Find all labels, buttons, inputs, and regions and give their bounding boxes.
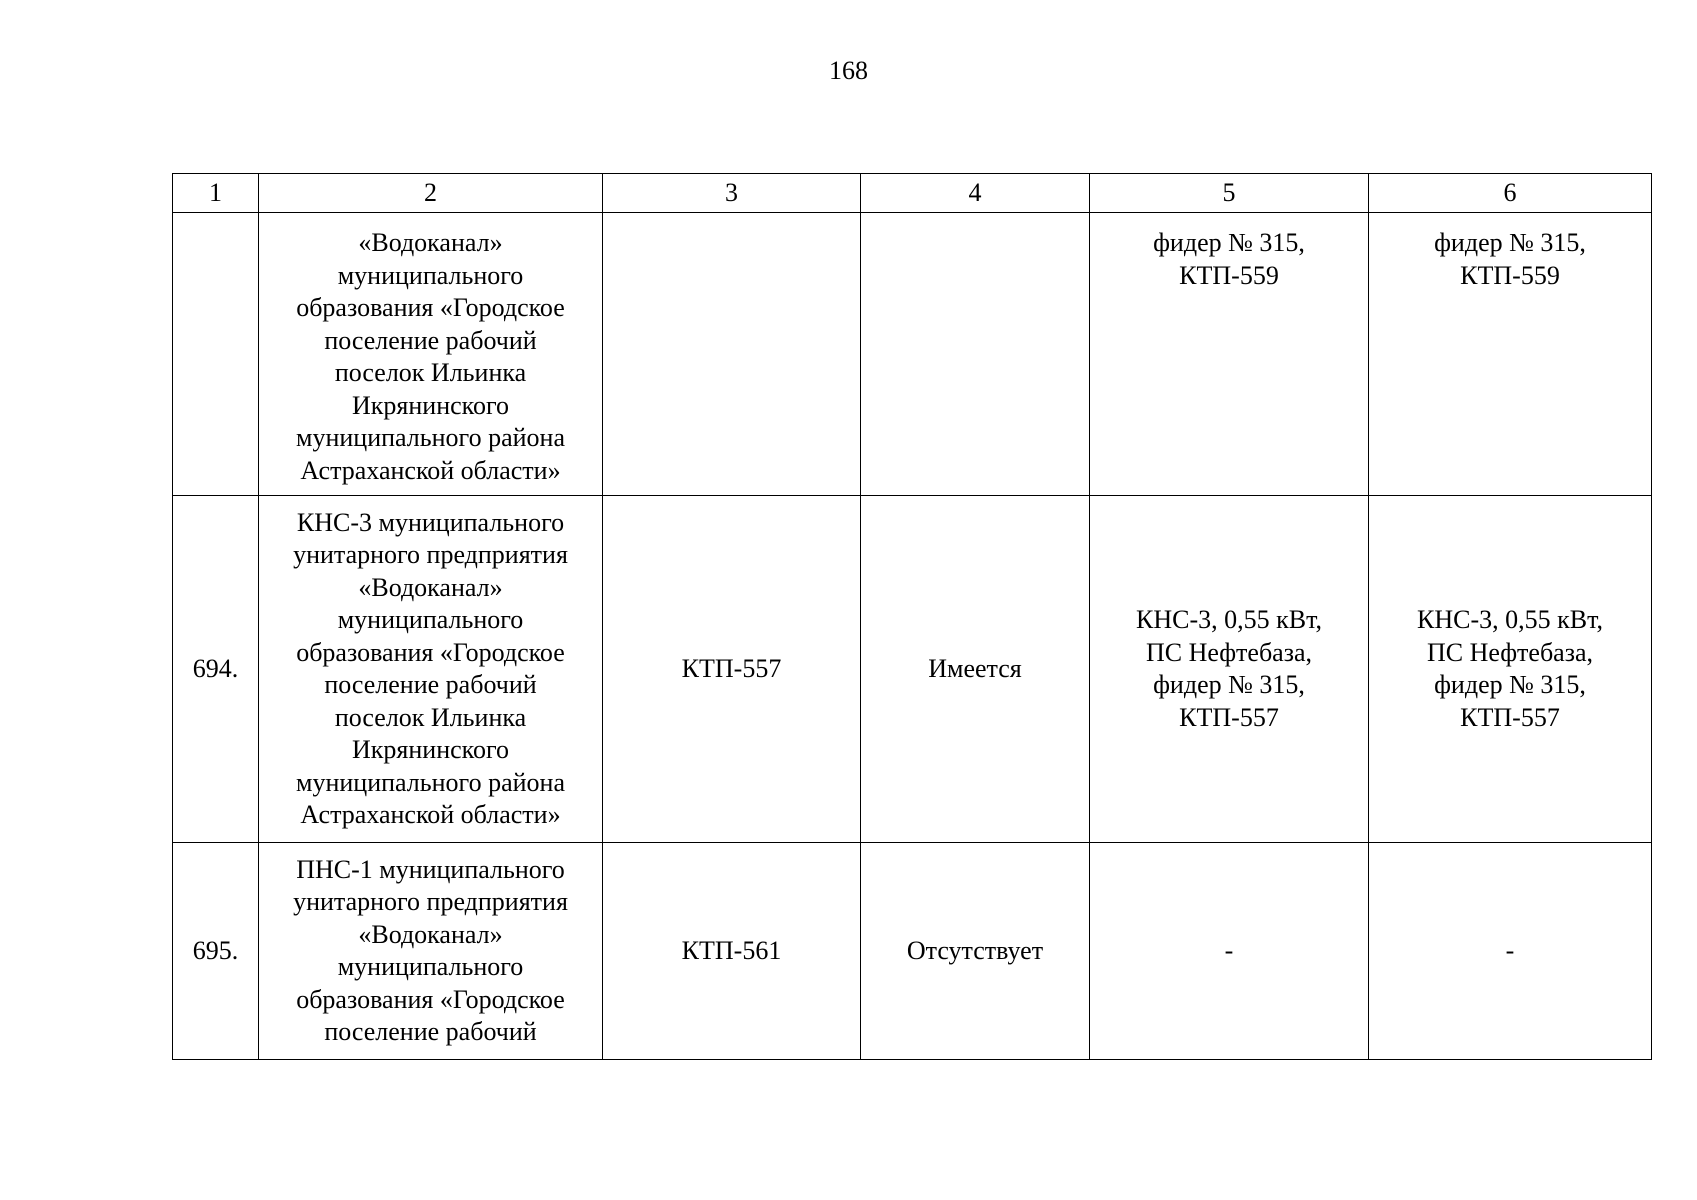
row-number-cell	[173, 213, 259, 496]
object-name-cell: КНС-3 муниципального унитарного предприятия «Водоканал» муниципального образования «Городское поселение рабочий поселок Ильинка Икрянинского муниципального района Астраханской области»	[259, 496, 603, 843]
column-header: 1	[173, 174, 259, 213]
planned-supply-cell: КНС-3, 0,55 кВт, ПС Нефтебаза, фидер № 315, КТП-557	[1369, 496, 1652, 843]
column-header: 5	[1090, 174, 1369, 213]
object-name-cell: «Водоканал» муниципального образования «Городское поселение рабочий поселок Ильинка Икрянинского муниципального района Астраханской области»	[259, 213, 603, 496]
table-row	[173, 843, 1652, 1060]
planned-supply-cell: -	[1369, 843, 1652, 1060]
column-header: 4	[861, 174, 1090, 213]
backup-status-cell: Отсутствует	[861, 843, 1090, 1060]
row-number-cell: 694.	[173, 496, 259, 843]
column-header: 2	[259, 174, 603, 213]
planned-supply-cell: фидер № 315, КТП-559	[1369, 213, 1652, 496]
power-source-cell: КТП-557	[603, 496, 861, 843]
current-supply-cell: фидер № 315, КТП-559	[1090, 213, 1369, 496]
infrastructure-table	[172, 173, 1652, 1060]
table-row	[173, 496, 1652, 843]
page-number: 168	[829, 56, 868, 85]
current-supply-cell: -	[1090, 843, 1369, 1060]
backup-status-cell: Имеется	[861, 496, 1090, 843]
column-header: 3	[603, 174, 861, 213]
object-name-cell: ПНС-1 муниципального унитарного предприятия «Водоканал» муниципального образования «Городское поселение рабочий	[259, 843, 603, 1060]
row-number-cell: 695.	[173, 843, 259, 1060]
table-header-row	[173, 174, 1652, 213]
backup-status-cell	[861, 213, 1090, 496]
power-source-cell	[603, 213, 861, 496]
current-supply-cell: КНС-3, 0,55 кВт, ПС Нефтебаза, фидер № 315, КТП-557	[1090, 496, 1369, 843]
column-header: 6	[1369, 174, 1652, 213]
table-row	[173, 213, 1652, 496]
power-source-cell: КТП-561	[603, 843, 861, 1060]
